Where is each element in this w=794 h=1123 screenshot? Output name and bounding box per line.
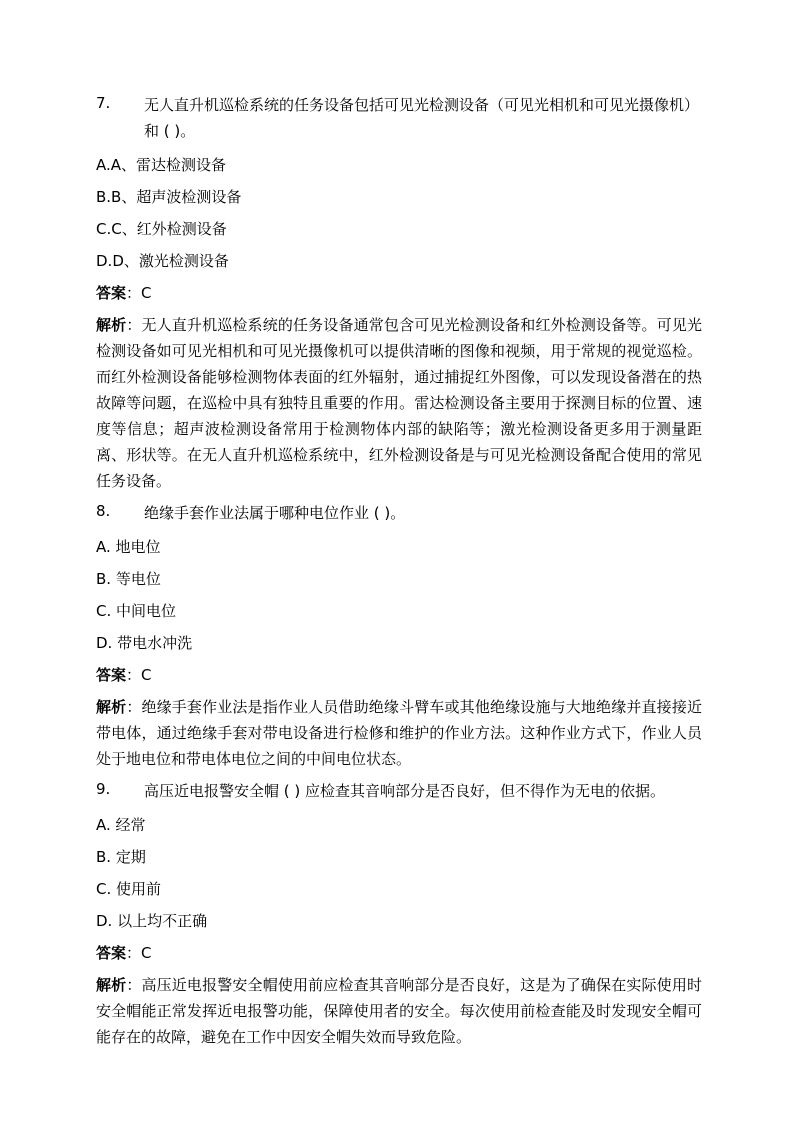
option-d: D. 带电水冲洗: [96, 634, 193, 652]
analysis-paragraph: [96, 972, 702, 1050]
question-text: 无人直升机巡检系统的任务设备包括可见光检测设备（可见光相机和可见光摄像机）和 ( )。: [144, 96, 700, 140]
analysis-separator: ：: [126, 316, 142, 334]
analysis-text: 无人直升机巡检系统的任务设备通常包含可见光检测设备和红外检测设备等。可见光检测设备如可见光相机和可见光摄像机可以提供清晰的图像和视频，用于常规的视觉巡检。而红外检测设备能够检测物体表面的红外辐射，通过捕捉红外图像，可以发现设备潜在的热故障等问题，在巡检中具有独特且重要的作用。雷达检测设备主要用于探测目标的位置、速度等信息；超声波检测设备常用于检测物体内部的缺陷等；激光检测设备更多用于测量距离、形状等。在无人直升机巡检系统中，红外检测设备是与可见光检测设备配合使用的常见任务设备。: [96, 316, 702, 490]
answer-label: 答案: [96, 944, 127, 962]
option-c: C. 中间电位: [96, 602, 177, 620]
answer-value: C: [141, 944, 152, 962]
analysis-paragraph: [96, 312, 702, 494]
answer-label: 答案: [96, 666, 127, 684]
option-c: C. 使用前: [96, 880, 162, 898]
answer-separator: ：: [126, 284, 142, 302]
answer-line: [96, 942, 702, 964]
analysis-label: 解析: [96, 698, 127, 716]
question-number: 8.: [96, 502, 111, 520]
answer-separator: ：: [126, 944, 142, 962]
option-a: A.A、雷达检测设备: [96, 156, 227, 174]
option-b: B. 定期: [96, 848, 146, 866]
analysis-separator: ：: [126, 976, 142, 994]
option-b: B.B、超声波检测设备: [96, 188, 242, 206]
question-header: [96, 778, 702, 804]
option-c: C.C、红外检测设备: [96, 220, 227, 238]
answer-line: [96, 282, 702, 304]
question-9: [96, 778, 702, 1050]
analysis-separator: ：: [126, 698, 142, 716]
answer-separator: ：: [126, 666, 142, 684]
answer-value: C: [141, 284, 152, 302]
option-b: B. 等电位: [96, 570, 161, 588]
analysis-text: 高压近电报警安全帽使用前应检查其音响部分是否良好，这是为了确保在实际使用时安全帽能正常发挥近电报警功能，保障使用者的安全。每次使用前检查能及时发现安全帽可能存在的故障，避免在工作中因安全帽失效而导致危险。: [96, 976, 702, 1046]
question-text: 绝缘手套作业法属于哪种电位作业 ( )。: [144, 504, 406, 522]
answer-value: C: [141, 666, 152, 684]
question-header: [96, 92, 702, 144]
question-header: [96, 500, 702, 526]
analysis-label: 解析: [96, 976, 127, 994]
option-d: D.D、激光检测设备: [96, 252, 229, 270]
question-7: [96, 92, 702, 494]
analysis-label: 解析: [96, 316, 127, 334]
question-text: 高压近电报警安全帽 ( ) 应检查其音响部分是否良好，但不得作为无电的依据。: [144, 782, 666, 800]
document-page: [96, 92, 702, 1050]
analysis-text: 绝缘手套作业法是指作业人员借助绝缘斗臂车或其他绝缘设施与大地绝缘并直接接近带电体，通过绝缘手套对带电设备进行检修和维护的作业方法。这种作业方式下，作业人员处于地电位和带电体电位之间的中间电位状态。: [96, 698, 702, 768]
option-d: D. 以上均不正确: [96, 912, 208, 930]
question-number: 9.: [96, 780, 111, 798]
question-number: 7.: [96, 94, 111, 112]
question-8: [96, 500, 702, 772]
option-a: A. 经常: [96, 816, 146, 834]
answer-line: [96, 664, 702, 686]
analysis-paragraph: [96, 694, 702, 772]
option-a: A. 地电位: [96, 538, 161, 556]
answer-label: 答案: [96, 284, 127, 302]
